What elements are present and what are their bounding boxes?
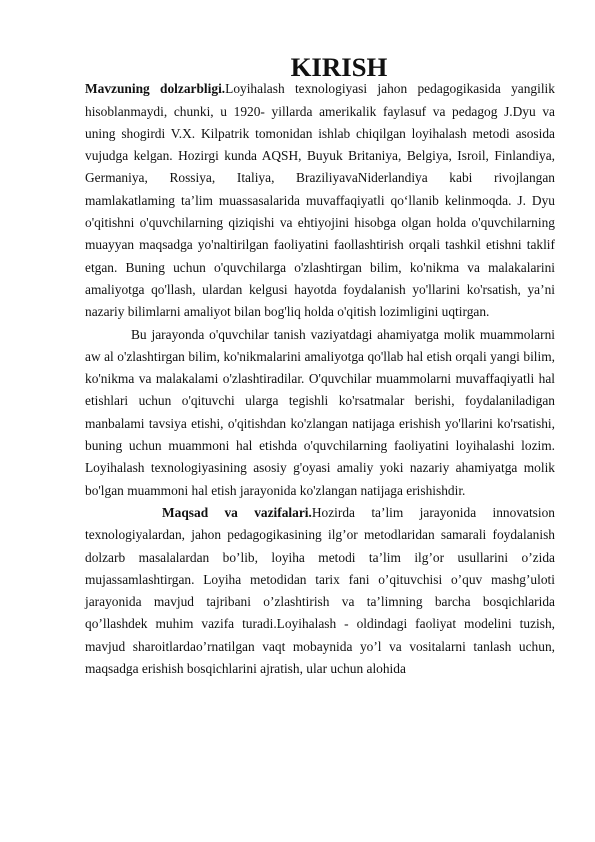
paragraph-text: Loyihalash texnologiyasi jahon pedagogikasida yangilik hisoblanmaydi, chunki, u 1920- yillarda amerikalik faylasuf va pedagog J.Dyu va uning shogirdi V.X. Kilpatrik tomonidan ishlab chiqilgan loyihalash metodi asosida vujudga kelgan. Hozirgi kunda AQSH, Buyuk Britaniya, Belgiya, Isroil, Finlandiya, Germaniya, Rossiya, Italiya, BraziliyavaNiderlandiya kabi rivojlangan mamlakatlaming ta’lim muassasalarida muvaffaqiyatli qo‘llanib kelinmoqda. J. Dyu o'qitishni o'quvchilarning qiziqishi va ehtiyojini hisobga olgan holda o'quvchilarning muayyan maqsadga yo'naltirilgan faoliyatini faollashtirish orqali tashkil etishni taklif etgan. Buning uchun o'quvchilarga o'zlashtirgan bilim, ko'nikma va malakalarini amaliyotga qo'llash, ulardan kelgusi hayotda foydalanish yo'llarini ko'rsatish, ya’ni nazariy bilimlarni amaliyot bilan bog'liq holda o'qitish lozimligini uqtirgan.	[85, 81, 555, 320]
page-title: KIRISH	[290, 52, 388, 82]
paragraph-text: Hozirda ta’lim jarayonida innovatsion texnologiyalardan, jahon pedagogikasining ilg’or metodlaridan samarali foydalanish dolzarb masalalardan bo’lib, loyiha metodi ta’lim ilg’or usullarini o’zida mujassamlashtirgan. Loyiha metodidan tarix fani o’qituvchisi o’quv mashg’uloti jarayonida mavjud tajribani o’zlashtirish va ta’limning barcha bosqichlarida qo’llashdek muhim vazifa turadi.Loyihalash - oldindagi faoliyat modelini tuzish, mavjud sharoitlardao’rnatilgan vaqt mobaynida yo’l va vositalarni tanlash uchun, maqsadga erishish bosqichlarini ajratish, ular uchun alohida	[85, 504, 555, 677]
paragraph-process	[85, 324, 555, 502]
paragraph-lead: Mavzuning dolzarbligi.	[85, 81, 226, 97]
paragraph-relevance	[85, 78, 555, 323]
paragraph-lead: Maqsad va vazifalari.	[162, 504, 312, 520]
paragraph-text: Bu jarayonda o'quvchilar tanish vaziyatdagi ahamiyatga molik muammolarni aw al o'zlashtirgan bilim, ko'nikmalarini amaliyotga qo'llab hal etish orqali yangi bilim, ko'nikma va malakalami o'zlashtiradilar. O'quvchilar muammolarni muvaffaqiyatli hal etishlari uchun o'qituvchi ularga tegishli ko'rsatmalar berishi, foydalaniladigan manbalami tavsiya etishi, o'qitishdan ko'zlangan natijaga erishish yo'llarini ko'rsatishi, buning uchun muammoni hal etishda o'quvchilarning faoliyatini loyihalashi lozim. Loyihalash texnologiyasining asosiy g'oyasi amaliy yoki nazariy ahamiyatga molik bo'lgan muammoni hal etish jarayonida ko'zlangan natijaga erishishdir.	[85, 326, 555, 498]
document-body	[85, 52, 555, 680]
paragraph-goals	[85, 502, 555, 680]
